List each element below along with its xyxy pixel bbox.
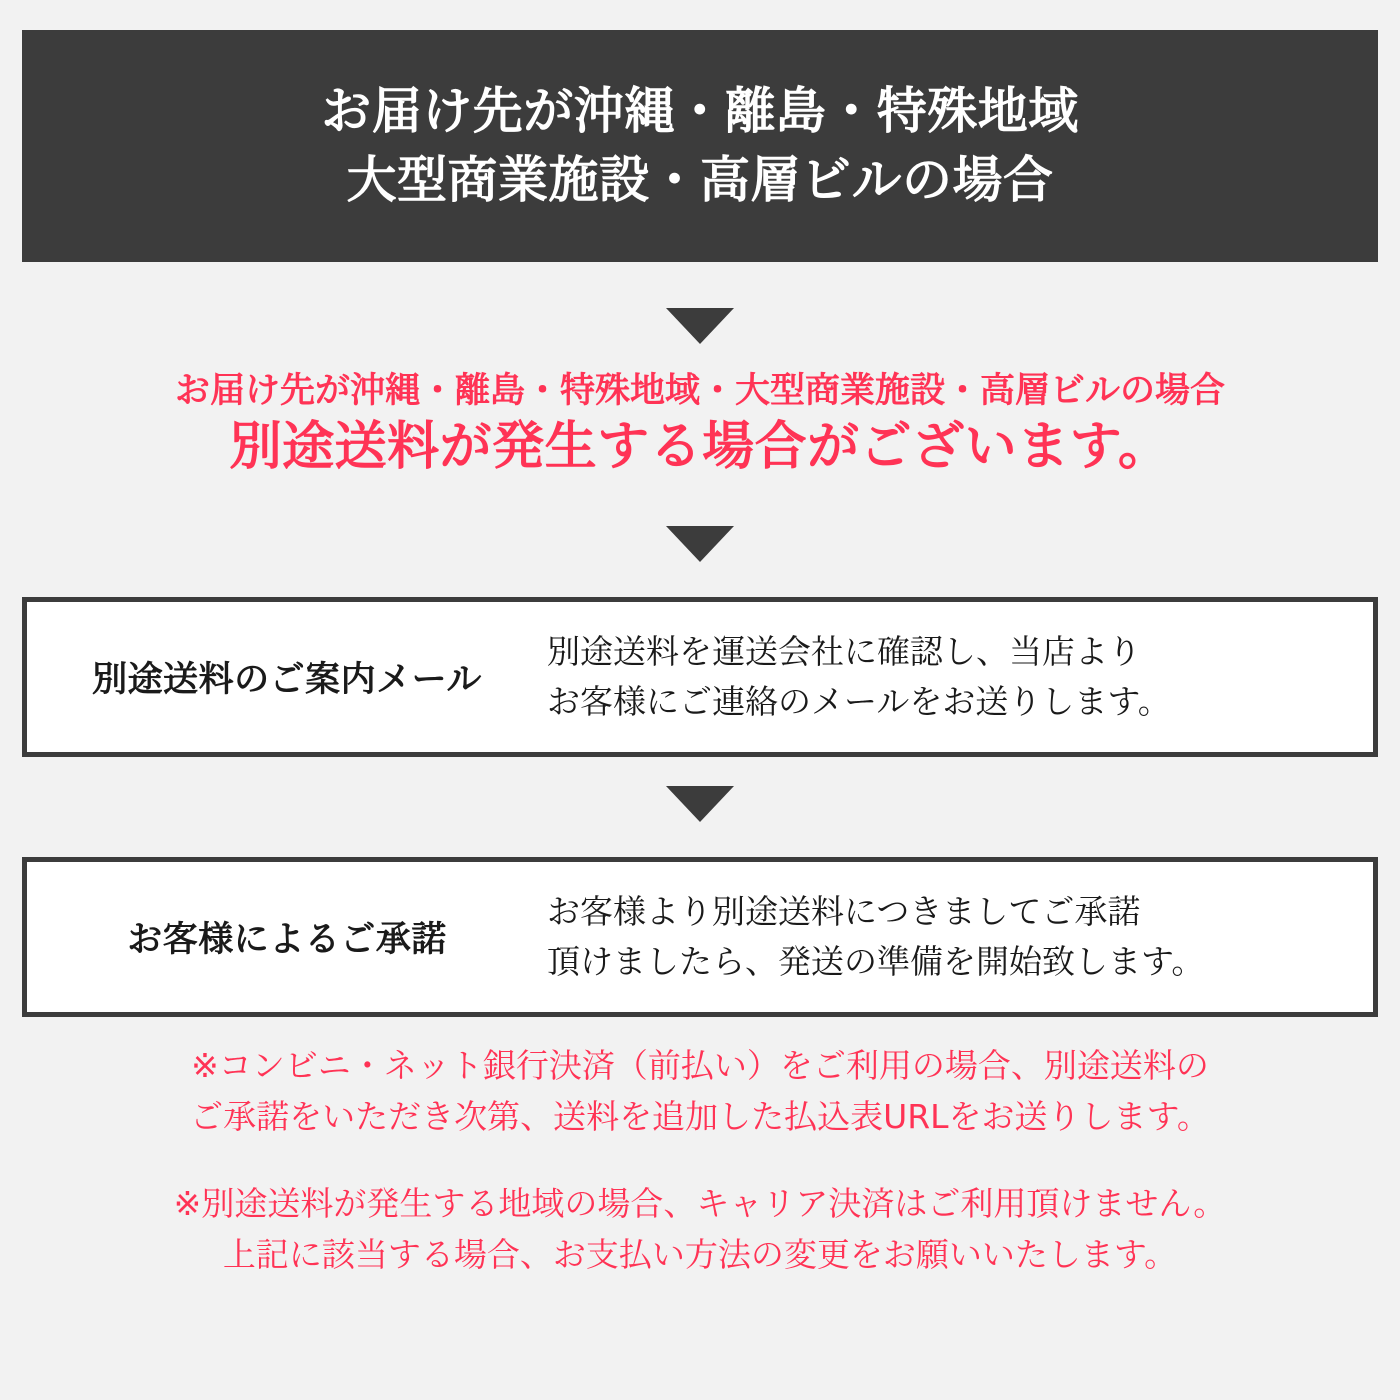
down-arrow-icon-1 bbox=[666, 308, 734, 344]
step-2-title: お客様によるご承諾 bbox=[127, 920, 447, 960]
emphasis-subtitle: お届け先が沖縄・離島・特殊地域・大型商業施設・高層ビルの場合 bbox=[174, 371, 1225, 411]
step-1-title: 別途送料のご案内メール bbox=[92, 660, 482, 700]
footnote-2-line-2: 上記に該当する場合、お支払い方法の変更をお願いいたします。 bbox=[222, 1235, 1178, 1275]
step-2-description-line-1: お客様より別途送料につきましてご承諾 bbox=[547, 891, 1141, 931]
footnote-1-line-1: ※コンビニ・ネット銀行決済（前払い）をご利用の場合、別途送料の bbox=[191, 1046, 1209, 1085]
emphasis-block bbox=[0, 370, 1400, 482]
header-title-line-1: お届け先が沖縄・離島・特殊地域 bbox=[321, 82, 1079, 140]
footnotes bbox=[0, 1040, 1400, 1281]
emphasis-headline: 別途送料が発生する場合がございます。 bbox=[229, 417, 1171, 477]
step-2-description bbox=[547, 887, 1373, 987]
step-1-description-line-2: お客様にご連絡のメールをお送りします。 bbox=[547, 682, 1171, 721]
step-1-description-line-1: 別途送料を運送会社に確認し、当店より bbox=[547, 631, 1141, 671]
footnote-1 bbox=[0, 1040, 1400, 1142]
down-arrow-icon-2 bbox=[666, 526, 734, 562]
down-arrow-icon-3 bbox=[666, 786, 734, 822]
step-box-shipping-fee-email bbox=[22, 597, 1378, 757]
header-title-line-2: 大型商業施設・高層ビルの場合 bbox=[346, 151, 1054, 209]
step-box-customer-approval bbox=[22, 857, 1378, 1017]
header-banner bbox=[22, 30, 1378, 262]
step-1-description bbox=[547, 627, 1373, 727]
step-2-description-line-2: 頂けましたら、発送の準備を開始致します。 bbox=[547, 942, 1205, 981]
footnote-2-line-1: ※別途送料が発生する地域の場合、キャリア決済はご利用頂けません。 bbox=[173, 1184, 1227, 1224]
footnote-1-line-2: ご承諾をいただき次第、送料を追加した払込表URLをお送りします。 bbox=[190, 1097, 1210, 1137]
footnote-2 bbox=[0, 1178, 1400, 1280]
